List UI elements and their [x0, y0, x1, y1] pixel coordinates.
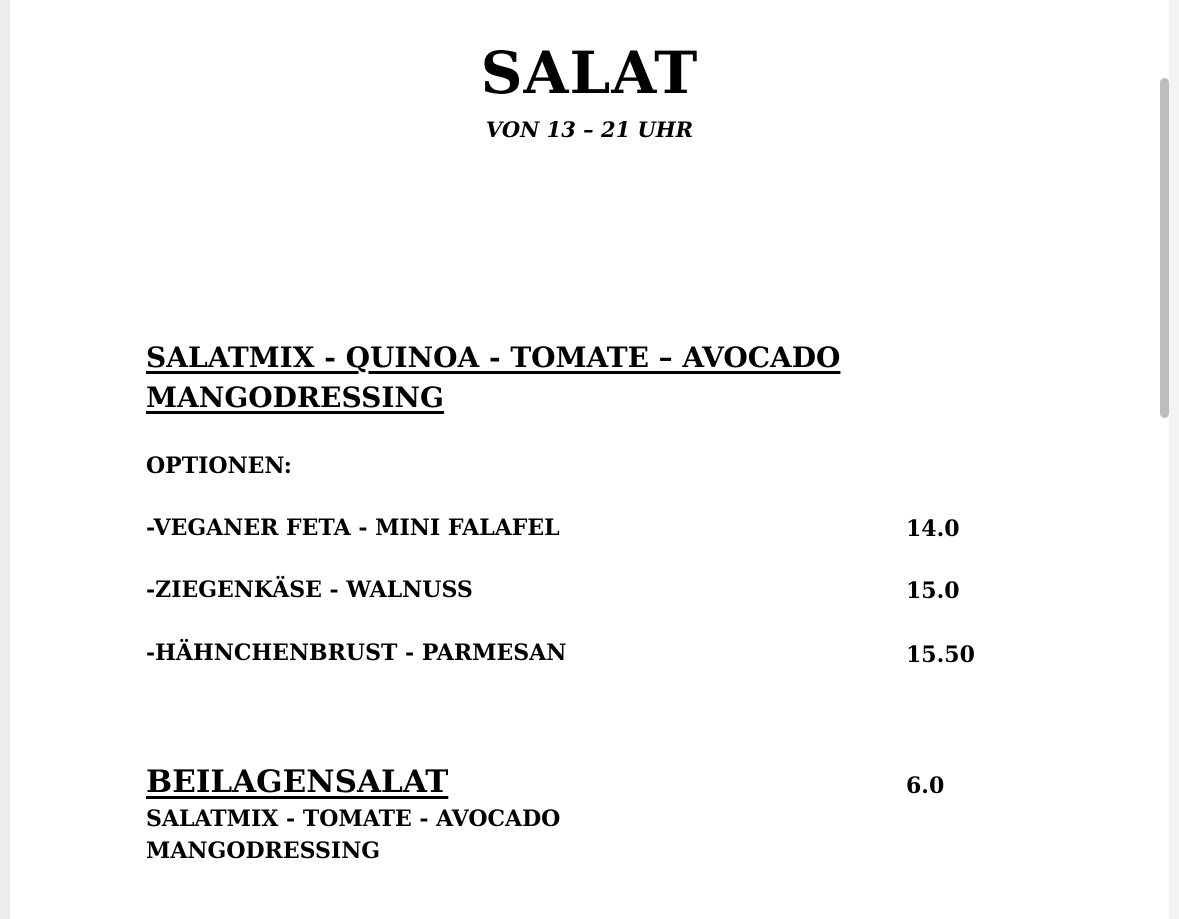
- option-item-price: 14.0: [906, 516, 960, 542]
- side-salad-desc-line-2: MANGODRESSING: [146, 838, 381, 864]
- option-item-name: -ZIEGENKÄSE - WALNUSS: [146, 577, 473, 603]
- option-item-name: -VEGANER FETA - MINI FALAFEL: [146, 515, 560, 541]
- salad-heading-line-2: MANGODRESSING: [146, 381, 444, 414]
- side-salad-price: 6.0: [906, 773, 945, 799]
- option-item-price: 15.50: [906, 642, 975, 668]
- option-item-price: 15.0: [906, 578, 960, 604]
- menu-title: SALAT: [480, 39, 699, 107]
- menu-hours: VON 13 – 21 UHR: [485, 117, 694, 142]
- options-label: OPTIONEN:: [146, 453, 292, 479]
- side-salad-heading: BEILAGENSALAT: [146, 764, 449, 800]
- salad-heading-line-1: SALATMIX - QUINOA - TOMATE – AVOCADO: [146, 341, 841, 374]
- option-item-name: -HÄHNCHENBRUST - PARMESAN: [146, 640, 567, 666]
- side-salad-desc-line-1: SALATMIX - TOMATE - AVOCADO: [146, 806, 561, 832]
